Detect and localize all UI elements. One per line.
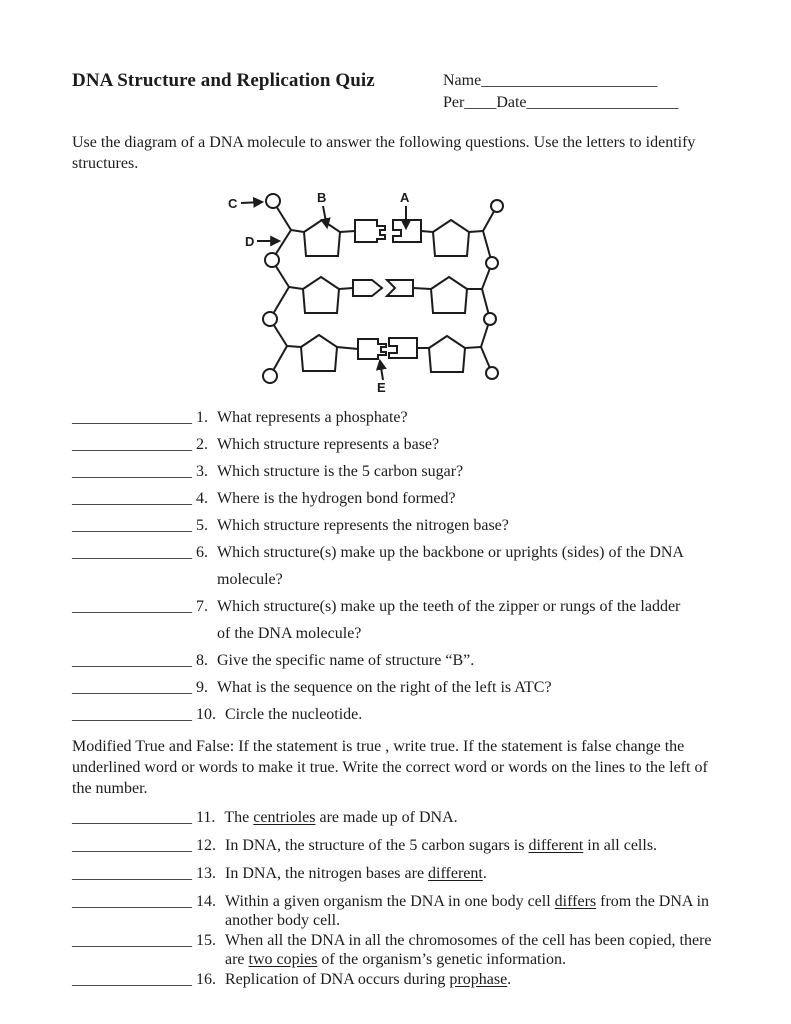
label-a: A bbox=[400, 190, 410, 205]
answer-blank-line: _______________ bbox=[72, 409, 192, 426]
question-number: 14. bbox=[196, 893, 216, 910]
question-text: Replication of DNA occurs during prophase. bbox=[225, 971, 512, 988]
dna-diagram-container bbox=[225, 186, 731, 394]
question-text: What is the sequence on the right of the left is ATC? bbox=[217, 679, 552, 696]
phosphate-circle bbox=[263, 369, 277, 383]
question-number: 12. bbox=[196, 837, 216, 854]
label-e: E bbox=[377, 380, 386, 394]
label-c-arrow bbox=[241, 202, 262, 203]
question-list-diagram bbox=[72, 404, 731, 728]
bond-line bbox=[291, 230, 483, 232]
question-text: In DNA, the structure of the 5 carbon sugars is different in all cells. bbox=[225, 837, 658, 854]
question-text: In DNA, the nitrogen bases are different. bbox=[225, 865, 487, 882]
question-row bbox=[72, 931, 731, 969]
question-number: 1. bbox=[196, 409, 208, 426]
phosphate-circle bbox=[263, 312, 277, 326]
question-text: The centrioles are made up of DNA. bbox=[224, 809, 458, 826]
question-row bbox=[72, 431, 731, 458]
sugar-pentagon bbox=[429, 336, 465, 372]
answer-blank-line: _______________ bbox=[72, 679, 192, 696]
question-row bbox=[72, 593, 731, 647]
answer-blank-line: _______________ bbox=[72, 971, 192, 988]
answer-blank-line: _______________ bbox=[72, 837, 192, 854]
answer-blank-line: _______________ bbox=[72, 436, 192, 453]
sugar-pentagon bbox=[431, 277, 467, 313]
question-number: 9. bbox=[196, 679, 208, 696]
page-header bbox=[72, 70, 731, 114]
question-row bbox=[72, 512, 731, 539]
question-number: 13. bbox=[196, 865, 216, 882]
answer-blank-line: _______________ bbox=[72, 706, 192, 723]
question-row bbox=[72, 485, 731, 512]
question-text: Which structure(s) make up the teeth of the zipper or rungs of the ladder of the DNA molecule? bbox=[217, 598, 681, 642]
date-blank-line: ___________________ bbox=[526, 94, 679, 111]
question-text: Which structure represents the nitrogen base? bbox=[217, 517, 509, 534]
phosphate-circle bbox=[265, 253, 279, 267]
answer-blank-line: _______________ bbox=[72, 652, 192, 669]
right-backbone-strand bbox=[481, 206, 497, 373]
question-number: 3. bbox=[196, 463, 208, 480]
question-number: 4. bbox=[196, 490, 208, 507]
answer-blank-line: _______________ bbox=[72, 517, 192, 534]
question-row bbox=[72, 539, 731, 593]
page-title: DNA Structure and Replication Quiz bbox=[72, 70, 375, 91]
question-text: Which structure is the 5 carbon sugar? bbox=[217, 463, 464, 480]
sugar-pentagon bbox=[433, 220, 469, 256]
question-text: Give the specific name of structure “B”. bbox=[217, 652, 475, 669]
base-shape-chevron bbox=[387, 280, 413, 296]
per-blank-line: ____ bbox=[464, 94, 497, 111]
base-shape-slot bbox=[389, 338, 417, 358]
answer-blank-line: _______________ bbox=[72, 809, 192, 826]
bond-line bbox=[289, 287, 482, 289]
intro-text: Use the diagram of a DNA molecule to answer the following questions. Use the letters to identify structures. bbox=[72, 134, 696, 172]
question-row bbox=[72, 701, 731, 728]
question-number: 6. bbox=[196, 544, 208, 561]
name-line bbox=[443, 70, 679, 92]
left-backbone-strand bbox=[270, 201, 291, 376]
answer-blank-line: _______________ bbox=[72, 865, 192, 882]
true-false-instructions: Modified True and False: If the statement is true , write true. If the statement is false change the underlined word or words to make it true. Write the correct word or words on the lines to the left of the number. bbox=[72, 738, 708, 797]
question-row bbox=[72, 808, 731, 827]
phosphate-circle bbox=[491, 200, 503, 212]
question-number: 2. bbox=[196, 436, 208, 453]
answer-blank-line: _______________ bbox=[72, 490, 192, 507]
label-b: B bbox=[317, 190, 327, 205]
question-row bbox=[72, 892, 731, 930]
question-row bbox=[72, 864, 731, 883]
question-number: 16. bbox=[196, 971, 216, 988]
question-row bbox=[72, 404, 731, 431]
question-text: When all the DNA in all the chromosomes of the cell has been copied, there are two copies of the organism’s genetic information. bbox=[225, 932, 712, 968]
answer-blank-line: _______________ bbox=[72, 463, 192, 480]
name-date-block bbox=[443, 70, 679, 114]
date-label: Date bbox=[496, 94, 527, 111]
question-number: 8. bbox=[196, 652, 208, 669]
label-c: C bbox=[228, 196, 238, 211]
per-label: Per bbox=[443, 94, 465, 111]
base-shape-tab bbox=[355, 220, 385, 242]
name-label: Name bbox=[443, 72, 482, 89]
base-shape-arrow bbox=[353, 280, 382, 296]
base-shape-tab bbox=[358, 339, 386, 359]
question-row bbox=[72, 647, 731, 674]
answer-blank-line: _______________ bbox=[72, 893, 192, 910]
per-date-line bbox=[443, 92, 679, 114]
question-number: 10. bbox=[196, 706, 216, 723]
dna-diagram bbox=[225, 186, 515, 394]
answer-blank-line: _______________ bbox=[72, 544, 192, 561]
phosphate-circle bbox=[484, 313, 496, 325]
answer-blank-line: _______________ bbox=[72, 598, 192, 615]
question-text: What represents a phosphate? bbox=[217, 409, 408, 426]
question-row bbox=[72, 674, 731, 701]
question-row bbox=[72, 458, 731, 485]
label-b-arrow bbox=[323, 206, 327, 227]
sugar-pentagon bbox=[304, 220, 340, 256]
question-text: Where is the hydrogen bond formed? bbox=[217, 490, 456, 507]
sugar-pentagon bbox=[303, 277, 339, 313]
question-text: Circle the nucleotide. bbox=[225, 706, 363, 723]
phosphate-circle bbox=[486, 367, 498, 379]
question-row bbox=[72, 836, 731, 855]
question-text: Within a given organism the DNA in one body cell differs from the DNA in another body cell. bbox=[225, 893, 710, 929]
name-blank-line: ______________________ bbox=[481, 72, 658, 89]
sugar-pentagon bbox=[301, 335, 337, 371]
question-text: Which structure(s) make up the backbone or uprights (sides) of the DNA molecule? bbox=[217, 544, 684, 588]
label-e-arrow bbox=[380, 361, 383, 380]
question-number: 15. bbox=[196, 932, 216, 949]
question-row bbox=[72, 970, 731, 989]
label-d: D bbox=[245, 234, 255, 249]
question-number: 11. bbox=[196, 809, 216, 826]
question-number: 7. bbox=[196, 598, 208, 615]
question-text: Which structure represents a base? bbox=[217, 436, 440, 453]
answer-blank-line: _______________ bbox=[72, 932, 192, 949]
question-list-true-false bbox=[72, 808, 731, 989]
phosphate-circle bbox=[486, 257, 498, 269]
phosphate-circle bbox=[266, 194, 280, 208]
question-number: 5. bbox=[196, 517, 208, 534]
